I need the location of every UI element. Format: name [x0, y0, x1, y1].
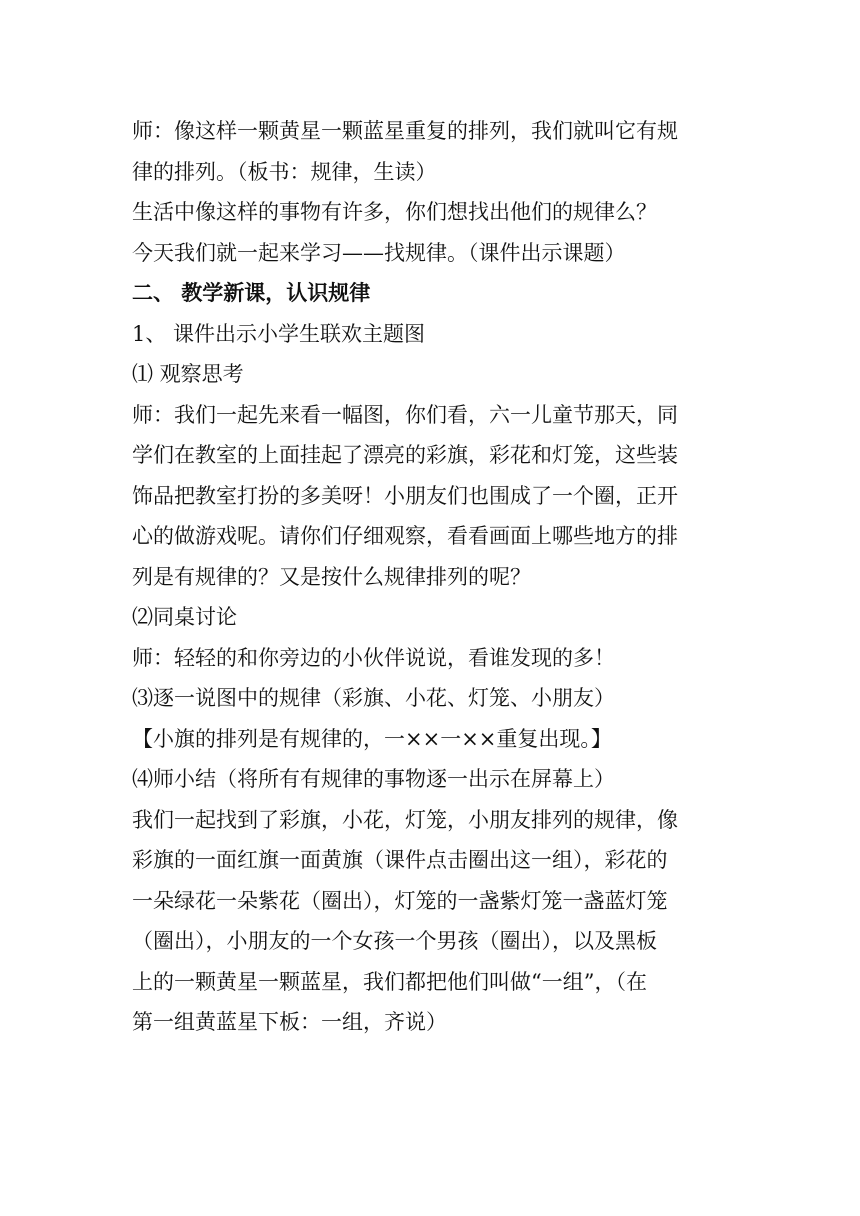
paragraph-line: 饰品把教室打扮的多美呀！小朋友们也围成了一个圈，正开 — [132, 483, 678, 508]
document-body — [132, 111, 732, 1043]
step-heading: ⑶逐一说图中的规律（彩旗、小花、灯笼、小朋友） — [132, 686, 615, 710]
section-heading: 二、 教学新课，认识规律 — [132, 280, 371, 305]
paragraph-line: 第一组黄蓝星下板：一组，齐说） — [132, 1010, 447, 1034]
paragraph-line: 彩旗的一面红旗一面黄旗（课件点击圈出这一组），彩花的 — [132, 848, 668, 872]
step-heading: ⑴ 观察思考 — [132, 362, 244, 386]
subsection-heading: 1、 课件出示小学生联欢主题图 — [132, 321, 426, 346]
paragraph-line: 师：我们一起先来看一幅图，你们看，六一儿童节那天，同 — [132, 402, 678, 427]
paragraph-line: 师：轻轻的和你旁边的小伙伴说说，看谁发现的多！ — [132, 645, 615, 670]
step-heading: ⑵同桌讨论 — [132, 605, 237, 629]
paragraph-line: 律的排列。（板书：规律，生读） — [132, 159, 437, 184]
paragraph-line: 生活中像这样的事物有许多，你们想找出他们的规律么？ — [132, 200, 657, 224]
paragraph-line: 我们一起找到了彩旗，小花，灯笼，小朋友排列的规律，像 — [132, 807, 678, 832]
paragraph-line: 心的做游戏呢。请你们仔细观察，看看画面上哪些地方的排 — [132, 524, 678, 548]
paragraph-line: 师：像这样一颗黄星一颗蓝星重复的排列，我们就叫它有规 — [132, 119, 678, 143]
paragraph-line: 【小旗的排列是有规律的，一××一××重复出现。】 — [132, 726, 612, 751]
paragraph-line: 学们在教室的上面挂起了漂亮的彩旗，彩花和灯笼，这些装 — [132, 443, 678, 467]
paragraph-line: （圈出），小朋友的一个女孩一个男孩（圈出），以及黑板 — [132, 929, 657, 953]
step-heading: ⑷师小结（将所有有规律的事物逐一出示在屏幕上） — [132, 767, 615, 791]
paragraph-line: 上的一颗黄星一颗蓝星，我们都把他们叫做“一组”，（在 — [132, 969, 647, 994]
paragraph-line: 今天我们就一起来学习——找规律。（课件出示课题） — [132, 240, 626, 265]
paragraph-line: 一朵绿花一朵紫花（圈出），灯笼的一盏紫灯笼一盏蓝灯笼 — [132, 888, 668, 913]
paragraph-line: 列是有规律的？又是按什么规律排列的呢？ — [132, 564, 531, 589]
